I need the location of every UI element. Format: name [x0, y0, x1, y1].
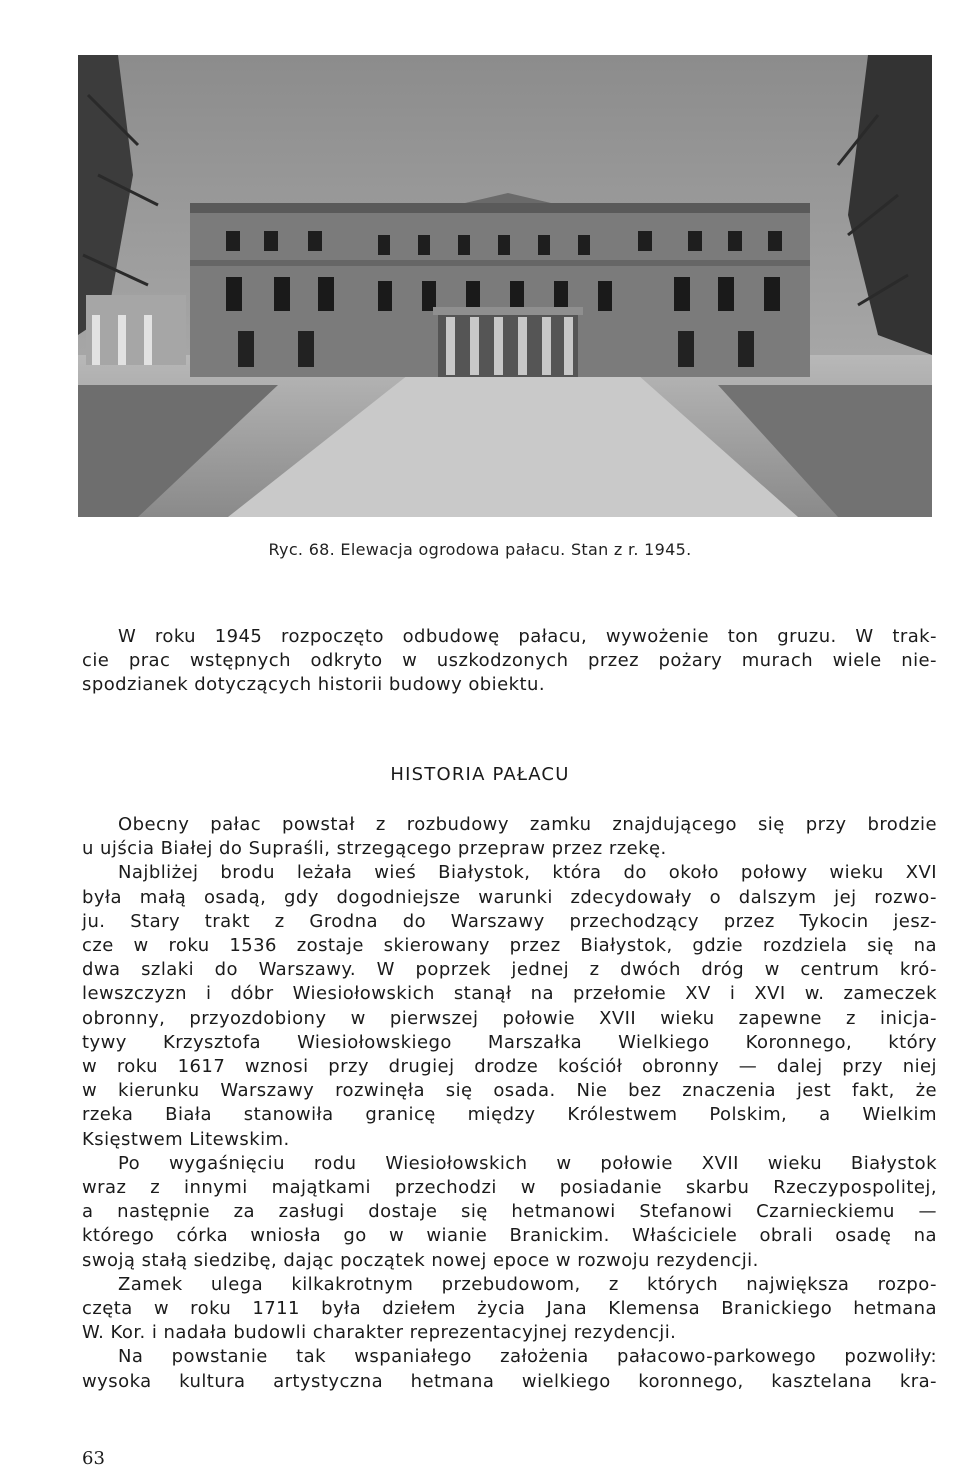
text-line: częta w roku 1711 była dziełem życia Jana Klemensa Branickiego hetmana [82, 1298, 937, 1320]
text-line: wysoka kultura artystyczna hetmana wielkiego koronnego, kasztelana kra- [82, 1370, 937, 1392]
text-line: Na powstanie tak wspaniałego założenia pałacowo-parkowego pozwoliły: [118, 1346, 937, 1368]
text-line: lewszczyzn i dóbr Wiesiołowskich stanął na przełomie XV i XVI w. zameczek [82, 983, 937, 1005]
intro-line: cie prac wstępnych odkryto w uszkodzonych przez pożary murach wiele nie- [82, 650, 937, 672]
intro-line: spodzianek dotyczących historii budowy obiektu. [82, 674, 546, 696]
text-line: W. Kor. i nadała budowli charakter reprezentacyjnej rezydencji. [82, 1322, 677, 1344]
text-line: w kierunku Warszawy rozwinęła się osada. Nie bez znaczenia jest fakt, że [82, 1080, 937, 1102]
palace-photo [78, 55, 932, 517]
text-line: rzeka Biała stanowiła granicę między Królestwem Polskim, a Wielkim [82, 1104, 937, 1126]
intro-paragraph [82, 625, 937, 698]
text-line: była małą osadą, gdy dogodniejsze warunki zdecydowały o dalszym jej rozwo- [82, 886, 937, 908]
palace-ruin-image [78, 55, 932, 517]
text-line: tywy Krzysztofa Wiesiołowskiego Marszałka Wielkiego Koronnego, który [82, 1031, 937, 1053]
text-line: Obecny pałac powstał z rozbudowy zamku znajdującego się przy brodzie [118, 814, 937, 835]
text-line: Księstwem Litewskim. [82, 1128, 290, 1150]
text-line: dwa szlaki do Warszawy. W poprzek jednej z dwóch dróg w centrum kró- [82, 959, 937, 981]
text-line: w roku 1617 wznosi przy drugiej drodze kościół obronny — dalej przy niej [82, 1056, 937, 1078]
figure-caption: Ryc. 68. Elewacja ogrodowa pałacu. Stan z r. 1945. [268, 540, 692, 559]
text-line: u ujścia Białej do Supraśli, strzegącego przepraw przez rzekę. [82, 838, 667, 860]
text-line: cze w roku 1536 zostaje skierowany przez Białystok, gdzie rozdziela się na [82, 935, 937, 957]
text-line: obronny, przyozdobiony w pierwszej połowie XVII wieku zapewne z inicja- [82, 1007, 937, 1029]
text-line: swoją stałą siedzibę, dając początek nowej epoce w rozwoju rezydencji. [82, 1249, 759, 1271]
text-line: Zamek ulega kilkakrotnym przebudowom, z których największa rozpo- [118, 1273, 937, 1295]
section-heading: HISTORIA PAŁACU [390, 764, 570, 785]
history-text [82, 813, 937, 1394]
text-line: wraz z innymi majątkami przechodzi w posiadanie skarbu Rzeczypospolitej, [82, 1177, 937, 1199]
text-line: a następnie za zasługi dostaje się hetmanowi Stefanowi Czarnieckiemu — [82, 1201, 937, 1223]
intro-line: W roku 1945 rozpoczęto odbudowę pałacu, wywożenie ton gruzu. W trak- [118, 626, 937, 647]
text-line: którego córka wniosła go w wianie Branickim. Właściciele obrali osadę na [82, 1225, 937, 1247]
page-number: 63 [82, 1448, 105, 1469]
text-line: ju. Stary trakt z Grodna do Warszawy przechodzący przez Tykocin jesz- [82, 910, 937, 932]
text-line: Najbliżej brodu leżała wieś Białystok, która do około połowy wieku XVI [118, 862, 937, 884]
text-line: Po wygaśnięciu rodu Wiesiołowskich w połowie XVII wieku Białystok [118, 1152, 937, 1174]
